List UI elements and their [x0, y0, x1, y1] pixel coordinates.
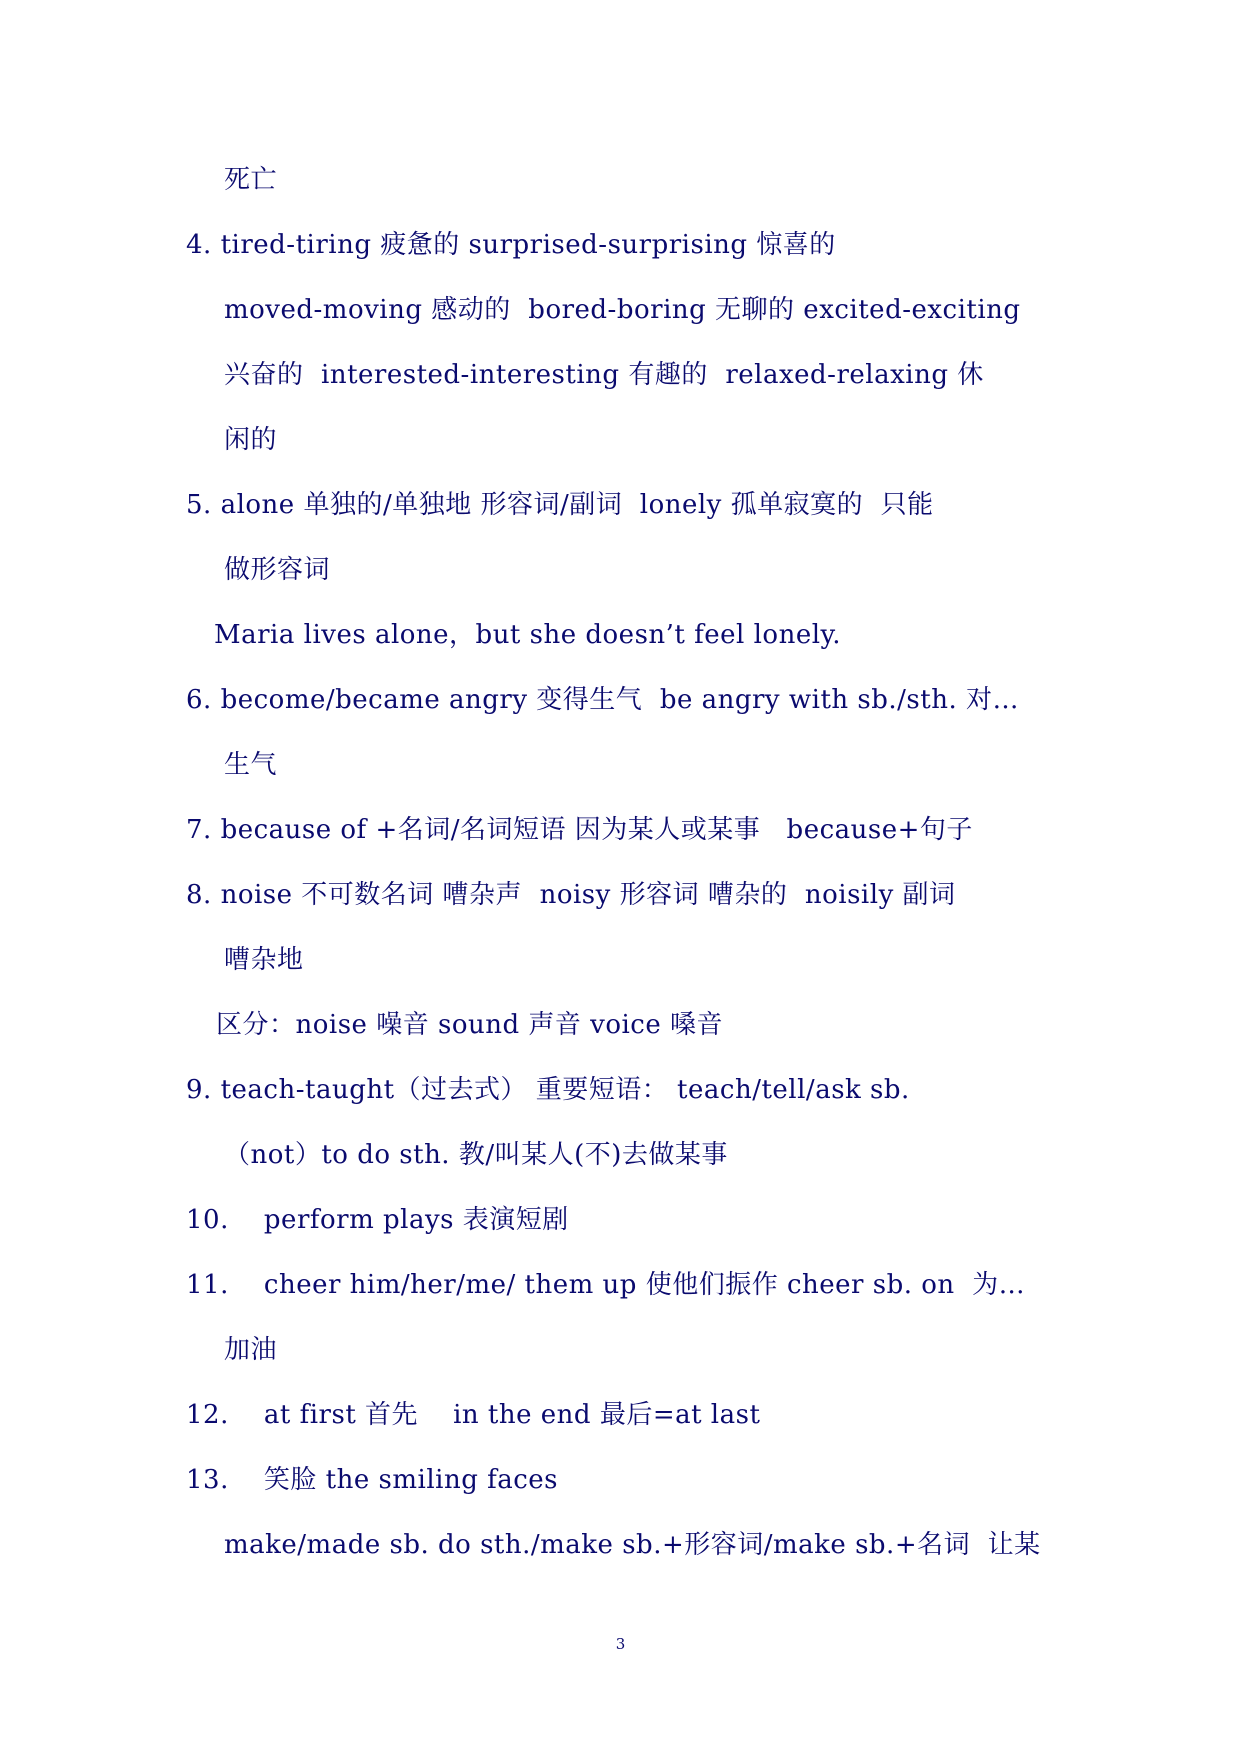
text-line: 12. at first 首先 in the end 最后=at last: [186, 1400, 761, 1430]
text-line: 生气: [224, 750, 278, 780]
text-line: 8. noise 不可数名词 嘈杂声 noisy 形容词 嘈杂的 noisily 副词: [186, 880, 956, 910]
text-line: Maria lives alone，but she doesn’t feel lonely.: [214, 620, 842, 650]
text-line: 闲的: [224, 425, 278, 455]
text-line: 兴奋的 interested-interesting 有趣的 relaxed-relaxing 休: [224, 360, 984, 390]
text-line: 区分：noise 噪音 sound 声音 voice 嗓音: [216, 1010, 724, 1040]
text-line: 5. alone 单独的/单独地 形容词/副词 lonely 孤单寂寞的 只能: [186, 490, 934, 520]
text-line: 做形容词: [224, 555, 331, 585]
text-line: （not）to do sth. 教/叫某人(不)去做某事: [224, 1140, 728, 1170]
text-line: make/made sb. do sth./make sb.+形容词/make sb.+名词 让某: [224, 1530, 1041, 1560]
text-line: 10. perform plays 表演短剧: [186, 1205, 569, 1235]
text-line: 死亡: [224, 165, 278, 195]
text-line: 加油: [224, 1335, 278, 1365]
text-line: 嘈杂地: [224, 945, 304, 975]
text-line: 11. cheer him/her/me/ them up 使他们振作 cheer sb. on 为…: [186, 1270, 1026, 1300]
text-line: 6. become/became angry 变得生气 be angry with sb./sth. 对…: [186, 685, 1019, 715]
text-line: moved-moving 感动的 bored-boring 无聊的 excited-exciting: [224, 295, 1021, 325]
page-number: 3: [615, 1635, 626, 1653]
text-line: 9. teach-taught（过去式） 重要短语： teach/tell/ask sb.: [186, 1075, 910, 1105]
text-line: 13. 笑脸 the smiling faces: [186, 1465, 559, 1495]
text-line: 7. because of +名词/名词短语 因为某人或某事 because+句子: [186, 815, 973, 845]
text-line: 4. tired-tiring 疲惫的 surprised-surprising 惊喜的: [186, 230, 836, 260]
